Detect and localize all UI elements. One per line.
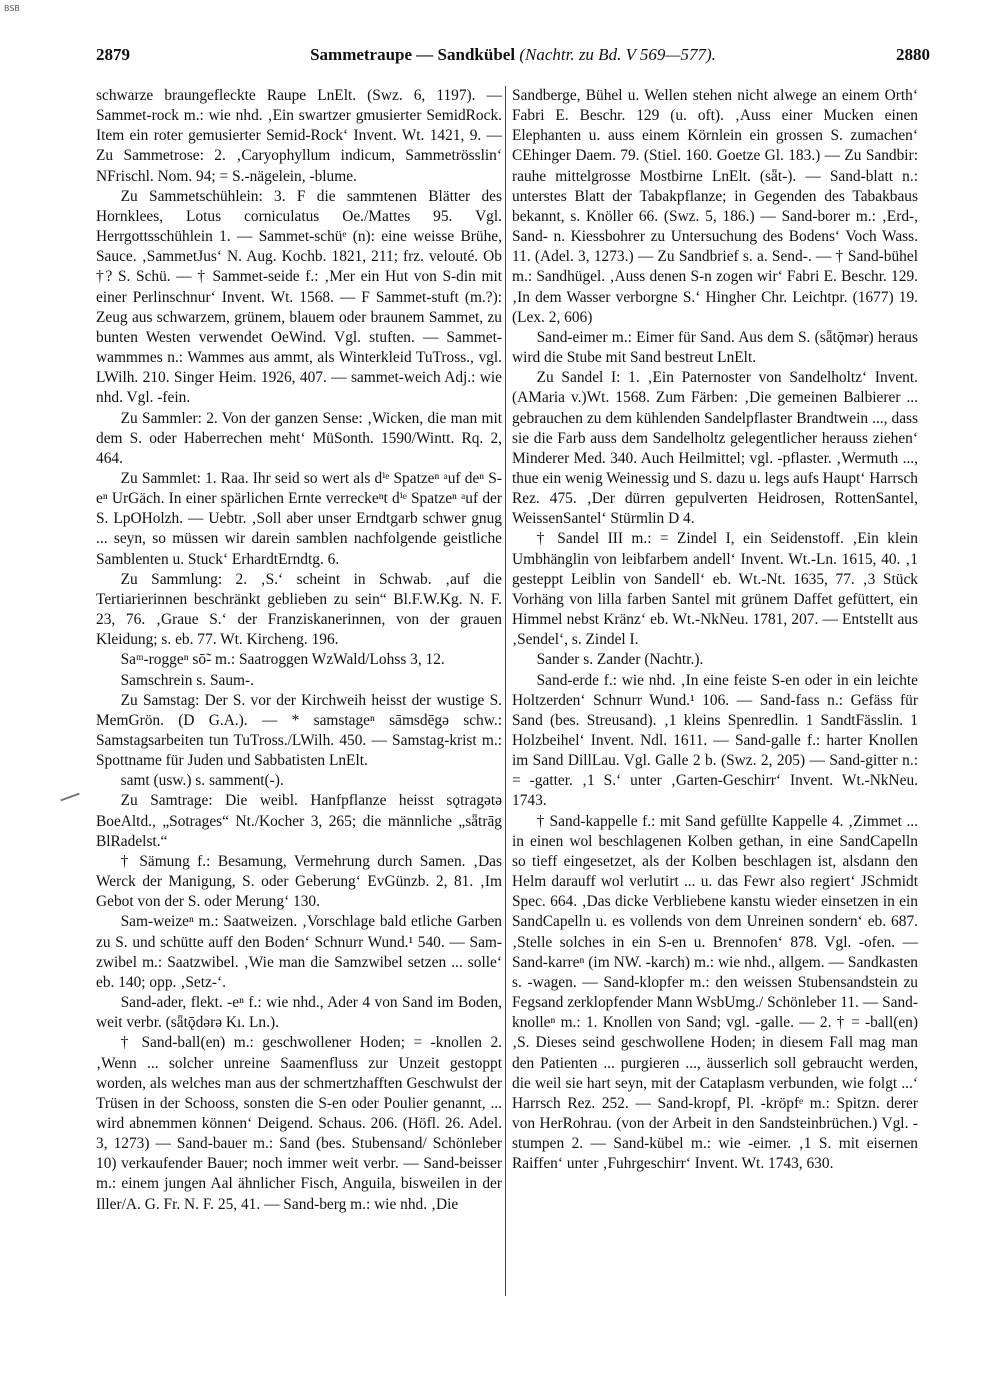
entry: Sam-weizeⁿ m.: Saatweizen. ‚Vorschlage bald etliche Garben zu S. und schütte auff den Boden‘ Schnurr Wund.¹ 540. — Sam-zwibel m.: Saatzwibel. ‚Wie man die Samzwibel setzen ... solle‘ eb. 140; opp. ‚Setz-‘. — [96, 913, 502, 991]
page-number-right: 2880 — [896, 45, 930, 64]
left-column — [96, 86, 502, 1215]
title-main: Sammetraupe — Sandkübel — [310, 45, 516, 64]
entry: Sand-erde f.: wie nhd. ‚In eine feiste S-en oder in ein leichte Holtzerden‘ Schnurr Wund.¹ 106. — Sand-fass n.: Gefäss für Sand (bes. Streusand). ‚1 kleins Spenredlin. 1 SandtFässlin. 1 Holzbeihel‘ Invent. Ndl. 1611. — Sand-galle f.: harter Knollen im Sand DillLau. Vgl. Galle 2 b. (Swz. 2, 205) — Sand-gitter n.: = -gatter. ‚1 S.‘ unter ‚Garten-Geschirr‘ Invent. Wt.-NkNeu. 1743. — [512, 671, 918, 810]
title-note: (Nachtr. zu Bd. V 569—577). — [519, 45, 716, 64]
entry: samt (usw.) s. samment(-). — [120, 772, 284, 790]
entry: † Sämung f.: Besamung, Vermehrung durch Samen. ‚Das Werck der Manigung, S. oder Geberung‘ EvGünzb. 2, 81. ‚Im Gebot von der S. oder Merung‘ 130. — [96, 852, 502, 911]
library-mark: BSB — [4, 4, 20, 13]
right-column — [512, 86, 918, 1174]
entry: Zu Sammlet: 1. Raa. Ihr seid so wert als dⁱᵉ Spatzeⁿ ᵃuf deⁿ S-eⁿ UrGäch. In einer spärlichen Ernte verreckeⁿt dⁱᵉ Spatzeⁿ ᵃuf der S. LpOHolzh. — Uebtr. ‚Soll aber unser Erndtgarb schwer gnug ... seyn, so müssen wir darein samblen nachfolgende geistliche Samblenten u. Stuck‘ ErhardtErndtg. 6. — [96, 469, 502, 568]
entry: † Sand-ball(en) m.: geschwollener Hoden; = -knollen 2. ‚Wenn ... solcher unreine Saamenfluss zur Unzeit gestoppt worden, als welches man aus der schmertzhafften Geschwulst der Trüsen in der Schooss, sonsten die S-en oder Poulier genannt, ... wird abnemmen können‘ Deigend. Schaus. 206. (Höfl. 26. Adel. 3, 1273) — Sand-bauer m.: Sand (bes. Stubensand/ Schönleber 10) verkaufender Bauer; noch immer weit verbr. — Sand-beisser m.: einem jungen Aal ähnlicher Fisch, Anguila, bisweilen in der Iller/A. G. Fr. N. F. 25, 41. — Sand-berg m.: wie nhd. ‚Die — [96, 1034, 502, 1213]
entry: Samschrein s. Saum-. — [120, 671, 254, 689]
margin-pencil-mark — [60, 793, 79, 802]
entry: Sandberge, Bühel u. Wellen stehen nicht alwege an einem Orth‘ Fabri E. Beschr. 129 (u. oft). ‚Auss einer Mucken einen Elephanten u. auss einem Körnlein ein grossen S. zumachen‘ CEhinger Daem. 79. (Stiel. 160. Goetze Gl. 183.) — Zu Sandbir: rauhe mittelgrosse Mostbirne LnElt. (sǟt-). — Sand-blatt n.: unterstes Blatt der Tabakpflanze; in Gegenden des Tabakbaus bekannt, s. Knöller 66. (Swz. 5, 186.) — Sand-borer m.: ‚Erd-, Sand- n. Kiessbohrer zu Untersuchung des Bodens‘ Voch Wass. 11. (Adel. 3, 1273.) — Zu Sandbrief s. a. Send-. — † Sand-bühel m.: Sandhügel. ‚Auss denen S-n zogen wir‘ Fabri E. Beschr. 129. ‚In dem Wasser verborgne S.‘ Hingher Chr. Leichtpr. (1677) 19. (Lex. 2, 606) — [512, 87, 918, 326]
entry: Sand-ader, flekt. -eⁿ f.: wie nhd., Ader 4 von Sand im Boden, weit verbr. (sǟtǭdərə Kı. Ln.). — [96, 994, 502, 1032]
entry: † Sandel III m.: = Zindel I, ein Seidenstoff. ‚Ein klein Umbhänglin von leibfarbem andell‘ Invent. Wt.-Ln. 1615, 40. ‚1 gesteppt Leiblin von Sandell‘ eb. Wt.-Nt. 1635, 77. ‚3 Stück Vorhäng von lilla farben Santel mit grünem Daffet gefüttert, ein Himmel nebst Kränz‘ eb. Wt.-NkNeu. 1781, 207. — Entstellt aus ‚Sendel‘, s. Zindel I. — [512, 530, 918, 649]
entry: Saᵐ-roggeⁿ sō̃- m.: Saatroggen WzWald/Lohss 3, 12. — [120, 651, 445, 669]
entry: Sander s. Zander (Nachtr.). — [536, 651, 704, 669]
entry: Zu Samstag: Der S. vor der Kirchweih heisst der wustige S. MemGrön. (D G.A.). — * samstageⁿ sāmsdēgə schw.: Samstagsarbeiten tun TuTross./LWilh. 450. — Samstag-krist m.: Spottname für Juden und Sabbatisten LnElt. — [96, 691, 502, 770]
entry: Zu Sammler: 2. Von der ganzen Sense: ‚Wicken, die man mit dem S. oder Haberrechen meht‘ MüSonth. 1590/Wintt. Rq. 2, 464. — [96, 409, 502, 467]
entry: Zu Samtrage: Die weibl. Hanfpflanze heisst sǫtragətə BoeAltd., „Sotrages“ Nt./Kocher 3, 265; die männliche „sǟtrāg BlRadelst.“ — [96, 792, 502, 850]
entry: † Sand-kappelle f.: mit Sand gefüllte Kappelle 4. ‚Zimmet ... in einen wol beschlagenen Kolben gethan, in eine SandCapelln so tieff eingesetzet, als der Kolben beschlagen ist, alsdann den Helm darauff wol verlutirt ... u. das Fewr also regiert‘ JSchmidt Spec. 664. ‚Das dicke Verbliebene kanstu wieder einsetzen in ein SandCapelln u. es vollends von dem Unreinen sondern‘ eb. 687. ‚Stelle solches in ein S-en u. Brennofen‘ 878. Vgl. -ofen. — Sand-karreⁿ (im NW. -karch) m.: wie nhd., allgem. — Sandkasten s. -wagen. — Sand-klopfer m.: den weissen Stubensandstein zu Fegsand zerklopfender Mann WsbUmg./ Schönleber 11. — Sand-knolleⁿ m.: 1. Knollen von Sand; vgl. -galle. — 2. † = -ball(en) ‚S. Dieses seind geschwollene Hoden; in diesem Fall mag man den Patienten ... purgieren ..., äusserlich soll gebraucht werden, die weil sie hart seyn, mit der Cataplasm verbunden, wie folgt ...‘ Harrsch Rez. 252. — Sand-kropf, Pl. -kröpfᵉ m.: Spitzn. derer von HerRohrau. (von der Arbeit in den Sandsteinbrüchen.) Vgl. -stumpen 2. — Sand-kübel m.: wie -eimer. ‚1 S. mit eisernen Raiffen‘ unter ‚Fuhrgeschirr‘ Invent. Wt. 1743, 630. — [512, 812, 918, 1173]
column-divider — [505, 86, 506, 1296]
page-number-left: 2879 — [96, 45, 130, 64]
page-header — [96, 40, 930, 70]
entry: schwarze braungefleckte Raupe LnElt. (Swz. 6, 1197). — Sammet-rock m.: wie nhd. ‚Ein swartzer gmusierter SemidRock. Item ein roter gemusierter Semid-Rock‘ Invent. Wt. 1421, 9. — Zu Sammetrose: 2. ‚Caryophyllum indicum, Sammetrösslin‘ NFrischl. Nom. 94; = S.-nägelein, -blume. — [96, 87, 502, 185]
page-title — [96, 45, 930, 65]
entry: Sand-eimer m.: Eimer für Sand. Aus dem S. (sǟtǭmər) heraus wird die Stube mit Sand bestreut LnElt. — [512, 328, 918, 367]
entry: Zu Sandel I: 1. ‚Ein Paternoster von Sandelholtz‘ Invent. (AMaria v.)Wt. 1568. Zum Färben: ‚Die gemeinen Balbierer ... gebrauchen zu dem kühlenden Sandelpflaster Brandtwein ..., dass sie die Farb auss dem Sandelholtz gelegentlicher herauss ziehen‘ Minderer Med. 340. Auch Heilmittel; vgl. -pflaster. ‚Wermuth ..., thue ein wenig Weinessig und S. dazu u. legs aufs Haupt‘ Harrsch Rez. 475. ‚Der dürren gepulverten Heidrosen, RottenSantel, WeissenSantel‘ Stürmlin D 4. — [512, 369, 918, 528]
entry: Zu Sammlung: 2. ‚S.‘ scheint in Schwab. ‚auf die Tertiarierinnen beschränkt geblieben zu sein“ Bl.F.W.Kg. N. F. 23, 76. ‚Graue S.‘ der Franziskanerinnen, von der grauen Kleidung; s. eb. 77. Wt. Kircheng. 196. — [96, 570, 502, 649]
entry: Zu Sammetschühlein: 3. F die sammtenen Blätter des Hornklees, Lotus corniculatus Oe./Mattes 95. Vgl. Herrgottsschühlein 1. — Sammet-schüᵉ (n): eine weisse Brühe, Sauce. ‚SammetJus‘ N. Aug. Kochb. 1821, 211; frz. velouté. Ob †? S. Schü. — † Sammet-seide f.: ‚Mer ein Hut von S-din mit einer Perlinschnur‘ Invent. Wt. 1568. — F Sammet-stuft (m.?): Zeug aus schwarzem, grünem, blauem oder braunem Sammet, zu bunten Westen verwendet OeWind. Vgl. stuften. — Sammet-wammmes n.: Wammes aus ammt, als Winterkleid TuTross., vgl. LWilh. 210. Singer Heim. 1926, 407. — sammet-weich Adj.: wie nhd. Vgl. -fein. — [96, 187, 502, 407]
